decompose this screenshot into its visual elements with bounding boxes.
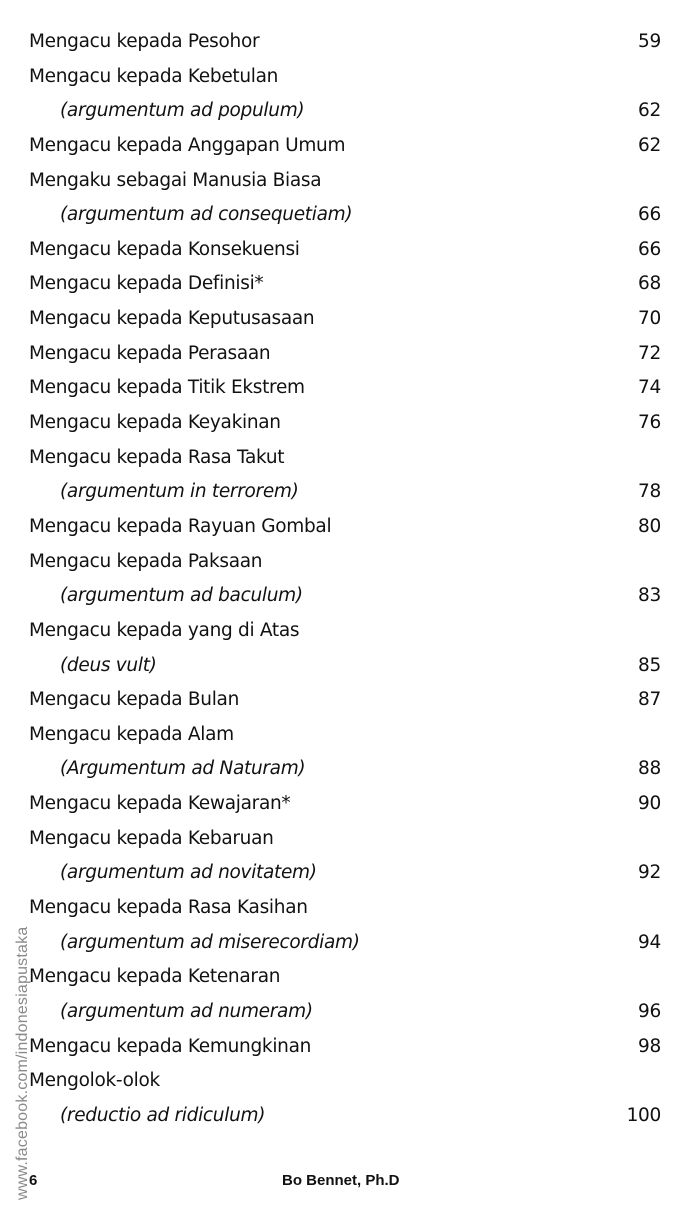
table-of-contents (29, 25, 661, 1134)
toc-entry-label: Mengacu kepada Anggapan Umum (29, 134, 346, 156)
toc-entry (29, 1064, 661, 1099)
toc-entry-subtitle (29, 926, 661, 961)
toc-entry-subtitle (29, 198, 661, 233)
toc-entry-label: (argumentum ad numeram) (60, 1000, 313, 1022)
toc-entry-subtitle (29, 995, 661, 1030)
toc-entry-label: Mengacu kepada Alam (29, 723, 234, 745)
toc-entry-page: 80 (638, 515, 661, 537)
toc-entry-label: Mengacu kepada Pesohor (29, 31, 260, 52)
toc-entry-label: (argumentum ad baculum) (60, 585, 303, 607)
toc-entry-page: 96 (638, 1000, 661, 1022)
toc-entry (29, 164, 661, 199)
toc-entry-page: 66 (638, 204, 661, 226)
toc-entry (29, 718, 661, 753)
toc-entry-page: 68 (638, 273, 661, 295)
watermark-text: www.facebook.com/indonesiapustaka (14, 926, 31, 1200)
toc-entry-subtitle (29, 649, 661, 684)
toc-entry-subtitle (29, 94, 661, 129)
toc-entry-label: Mengacu kepada Keputusasaan (29, 308, 315, 330)
toc-entry-page: 78 (638, 481, 661, 503)
toc-entry-subtitle (29, 475, 661, 510)
toc-entry-subtitle (29, 1099, 661, 1134)
toc-entry-label: Mengacu kepada Paksaan (29, 550, 263, 572)
toc-entry-page: 94 (638, 931, 661, 953)
toc-entry-label: Mengacu kepada Kewajaran* (29, 793, 291, 815)
toc-entry-page: 62 (638, 100, 661, 122)
toc-entry-subtitle (29, 579, 661, 614)
toc-entry (29, 960, 661, 995)
toc-entry-label: (argumentum ad consequetiam) (60, 204, 353, 226)
toc-entry-label: Mengacu kepada Ketenaran (29, 966, 281, 988)
toc-entry-subtitle (29, 752, 661, 787)
footer-page-number: 6 (29, 1172, 38, 1189)
toc-entry-label: Mengacu kepada Rayuan Gombal (29, 515, 332, 537)
toc-entry-label: Mengacu kepada Kemungkinan (29, 1035, 312, 1057)
toc-entry-label: Mengacu kepada Konsekuensi (29, 238, 300, 260)
toc-entry-label: Mengacu kepada Rasa Takut (29, 446, 285, 468)
toc-entry-label: Mengacu kepada Rasa Kasihan (29, 897, 308, 919)
toc-entry (29, 683, 661, 718)
toc-entry-label: Mengacu kepada Kebaruan (29, 827, 274, 849)
toc-entry-page: 62 (638, 134, 661, 156)
toc-entry-label: Mengacu kepada yang di Atas (29, 619, 300, 641)
toc-entry-label: Mengolok-olok (29, 1070, 160, 1092)
toc-entry-page: 90 (638, 793, 661, 815)
toc-entry-page: 70 (638, 308, 661, 330)
toc-entry-label: Mengacu kepada Keyakinan (29, 412, 281, 434)
toc-entry-page: 74 (638, 377, 661, 399)
toc-entry (29, 614, 661, 649)
toc-entry-page: 88 (638, 758, 661, 780)
toc-entry-page: 85 (638, 654, 661, 676)
toc-entry-page: 100 (626, 1104, 661, 1126)
toc-entry-label: (argumentum ad populum) (60, 100, 305, 122)
toc-entry-page: 66 (638, 238, 661, 260)
toc-entry (29, 129, 661, 164)
toc-entry (29, 441, 661, 476)
toc-entry-page: 92 (638, 862, 661, 884)
toc-entry (29, 302, 661, 337)
toc-entry (29, 267, 661, 302)
toc-entry-subtitle (29, 856, 661, 891)
footer-author: Bo Bennet, Ph.D (282, 1172, 400, 1189)
toc-entry-label: (reductio ad ridiculum) (60, 1104, 266, 1126)
toc-entry-label: Mengacu kepada Kebetulan (29, 65, 279, 87)
toc-entry-label: Mengaku sebagai Manusia Biasa (29, 169, 322, 191)
toc-entry-page: 76 (638, 412, 661, 434)
toc-entry-label: (argumentum ad miserecordiam) (60, 931, 360, 953)
toc-entry-label: Mengacu kepada Definisi* (29, 273, 264, 295)
toc-entry-label: Mengacu kepada Titik Ekstrem (29, 377, 305, 399)
toc-entry (29, 510, 661, 545)
toc-entry (29, 371, 661, 406)
toc-entry (29, 787, 661, 822)
toc-entry-label: (Argumentum ad Naturam) (60, 758, 306, 780)
toc-entry-label: (deus vult) (60, 654, 157, 676)
toc-entry-label: (argumentum ad novitatem) (60, 862, 317, 884)
toc-entry (29, 891, 661, 926)
toc-entry (29, 233, 661, 268)
toc-entry (29, 406, 661, 441)
toc-entry-label: Mengacu kepada Perasaan (29, 342, 271, 364)
toc-entry-page: 59 (638, 31, 661, 52)
toc-entry-page: 87 (638, 689, 661, 711)
toc-entry-page: 98 (638, 1035, 661, 1057)
toc-entry (29, 25, 661, 60)
toc-entry (29, 822, 661, 857)
toc-entry-label: Mengacu kepada Bulan (29, 689, 240, 711)
toc-entry-label: (argumentum in terrorem) (60, 481, 299, 503)
toc-entry-page: 83 (638, 585, 661, 607)
toc-entry (29, 60, 661, 95)
toc-entry (29, 337, 661, 372)
toc-entry (29, 545, 661, 580)
toc-entry (29, 1030, 661, 1065)
toc-entry-page: 72 (638, 342, 661, 364)
